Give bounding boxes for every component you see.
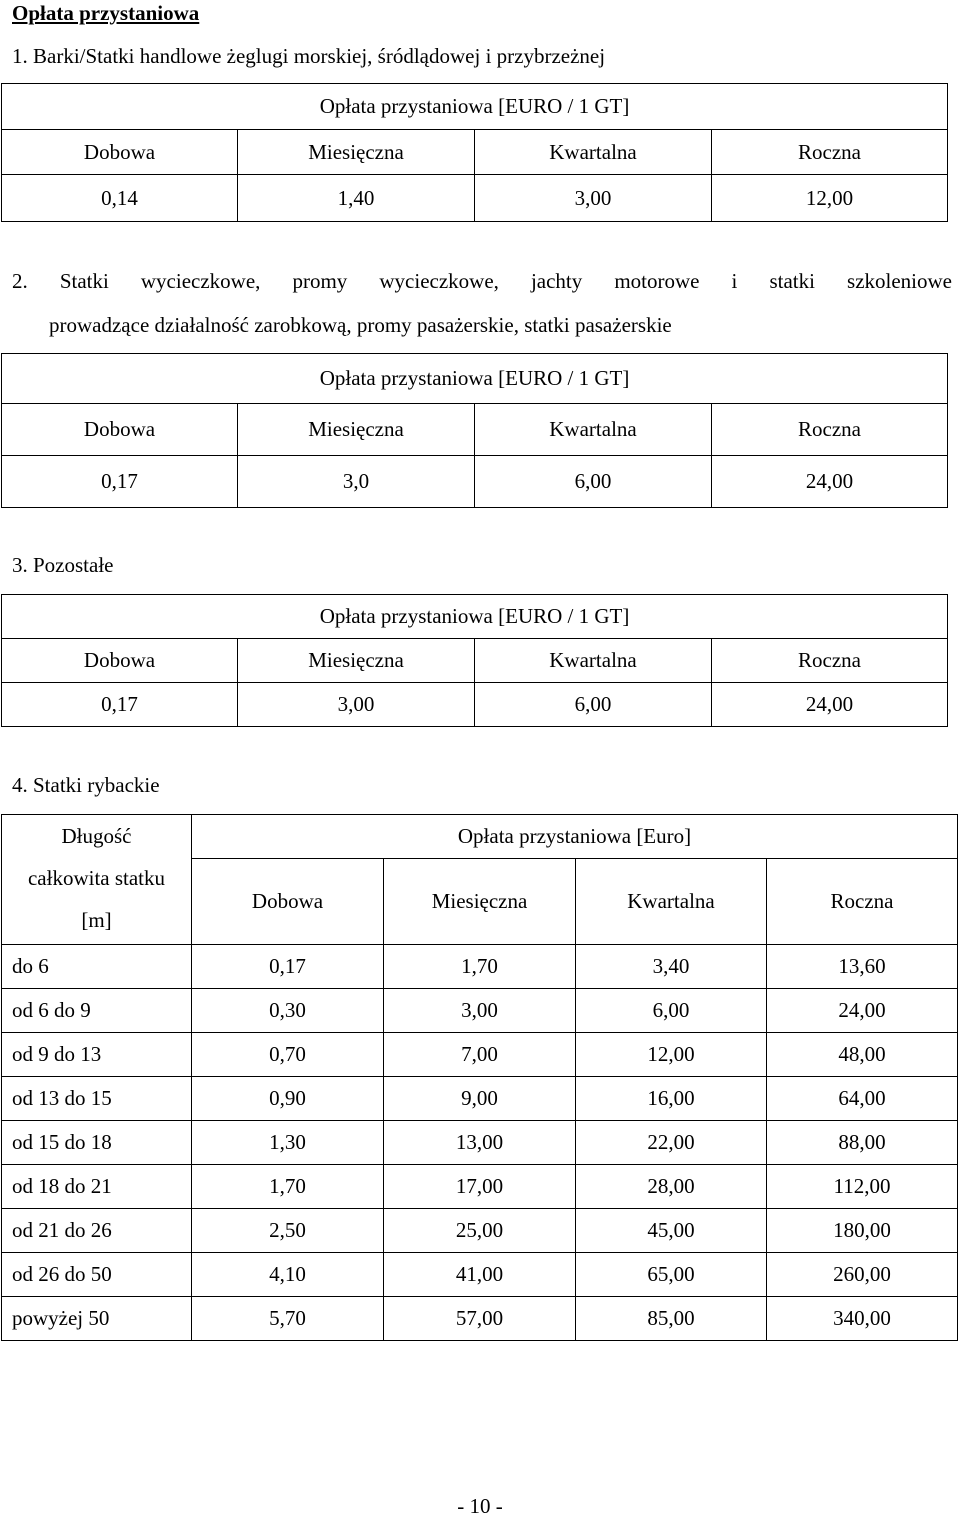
header-cell: Dobowa — [192, 859, 384, 945]
value-cell: 1,40 — [238, 175, 475, 222]
section4-heading: 4. Statki rybackie — [12, 773, 160, 797]
value-cell: 88,00 — [767, 1121, 958, 1165]
table-row — [2, 1209, 958, 1253]
header-cell: Roczna — [712, 130, 948, 175]
value-cell: 1,30 — [192, 1121, 384, 1165]
header-cell: Dobowa — [2, 404, 238, 456]
value-cell: 6,00 — [475, 683, 712, 727]
value-cell: 1,70 — [384, 945, 576, 989]
row-label: od 13 do 15 — [2, 1077, 192, 1121]
value-cell: 3,40 — [576, 945, 767, 989]
section1-fee-table — [1, 83, 948, 222]
header-cell: Dobowa — [2, 639, 238, 683]
section1-heading: 1. Barki/Statki handlowe żeglugi morskiej, śródlądowej i przybrzeżnej — [12, 44, 606, 68]
header-cell: Roczna — [712, 404, 948, 456]
header-cell: Kwartalna — [475, 404, 712, 456]
row-label: do 6 — [2, 945, 192, 989]
header-cell: Kwartalna — [475, 639, 712, 683]
section2-fee-table — [1, 353, 948, 508]
length-header — [2, 815, 192, 945]
value-cell: 45,00 — [576, 1209, 767, 1253]
length-header-line: całkowita statku — [27, 866, 166, 890]
length-header-line: Długość — [61, 824, 132, 848]
section3-fee-table — [1, 594, 948, 727]
row-label: od 6 do 9 — [2, 989, 192, 1033]
row-label: od 26 do 50 — [2, 1253, 192, 1297]
section2-heading-line2: prowadzące działalność zarobkową, promy pasażerskie, statki pasażerskie — [49, 313, 672, 337]
header-cell: Miesięczna — [238, 404, 475, 456]
value-cell: 3,00 — [475, 175, 712, 222]
value-cell: 41,00 — [384, 1253, 576, 1297]
table-caption: Opłata przystaniowa [EURO / 1 GT] — [2, 595, 948, 639]
value-cell: 3,00 — [384, 989, 576, 1033]
value-cell: 25,00 — [384, 1209, 576, 1253]
value-cell: 5,70 — [192, 1297, 384, 1341]
section2-heading-line1: 2. Statki wycieczkowe, promy wycieczkowe, jachty motorowe i statki szkoleniowe — [12, 269, 952, 293]
value-cell: 48,00 — [767, 1033, 958, 1077]
value-cell: 1,70 — [192, 1165, 384, 1209]
header-cell: Miesięczna — [384, 859, 576, 945]
table-row — [2, 1253, 958, 1297]
table-row — [2, 989, 958, 1033]
value-cell: 13,00 — [384, 1121, 576, 1165]
value-cell: 24,00 — [767, 989, 958, 1033]
header-cell: Roczna — [712, 639, 948, 683]
value-cell: 13,60 — [767, 945, 958, 989]
value-cell: 64,00 — [767, 1077, 958, 1121]
value-cell: 85,00 — [576, 1297, 767, 1341]
value-cell: 6,00 — [576, 989, 767, 1033]
value-cell: 260,00 — [767, 1253, 958, 1297]
page-title: Opłata przystaniowa — [12, 1, 200, 25]
value-cell: 0,30 — [192, 989, 384, 1033]
value-cell: 57,00 — [384, 1297, 576, 1341]
row-label: od 9 do 13 — [2, 1033, 192, 1077]
value-cell: 180,00 — [767, 1209, 958, 1253]
value-cell: 112,00 — [767, 1165, 958, 1209]
header-cell: Miesięczna — [238, 639, 475, 683]
value-cell: 0,17 — [192, 945, 384, 989]
table-caption: Opłata przystaniowa [EURO / 1 GT] — [2, 84, 948, 130]
value-cell: 24,00 — [712, 683, 948, 727]
value-cell: 3,0 — [238, 456, 475, 508]
row-label: od 15 do 18 — [2, 1121, 192, 1165]
table-caption: Opłata przystaniowa [Euro] — [192, 815, 958, 859]
table-caption: Opłata przystaniowa [EURO / 1 GT] — [2, 354, 948, 404]
header-cell: Dobowa — [2, 130, 238, 175]
row-label: powyżej 50 — [2, 1297, 192, 1341]
value-cell: 3,00 — [238, 683, 475, 727]
length-header-line: [m] — [81, 908, 112, 932]
table-row — [2, 1033, 958, 1077]
value-cell: 9,00 — [384, 1077, 576, 1121]
header-cell: Miesięczna — [238, 130, 475, 175]
value-cell: 2,50 — [192, 1209, 384, 1253]
value-cell: 24,00 — [712, 456, 948, 508]
value-cell: 0,90 — [192, 1077, 384, 1121]
row-label: od 18 do 21 — [2, 1165, 192, 1209]
header-cell: Kwartalna — [576, 859, 767, 945]
value-cell: 17,00 — [384, 1165, 576, 1209]
value-cell: 16,00 — [576, 1077, 767, 1121]
value-cell: 22,00 — [576, 1121, 767, 1165]
value-cell: 65,00 — [576, 1253, 767, 1297]
value-cell: 0,14 — [2, 175, 238, 222]
header-cell: Roczna — [767, 859, 958, 945]
value-cell: 7,00 — [384, 1033, 576, 1077]
page-number: - 10 - — [457, 1494, 503, 1518]
value-cell: 28,00 — [576, 1165, 767, 1209]
table-row — [2, 945, 958, 989]
section4-fishing-fee-table — [1, 814, 958, 1341]
header-cell: Kwartalna — [475, 130, 712, 175]
value-cell: 0,70 — [192, 1033, 384, 1077]
table-row — [2, 1165, 958, 1209]
table-row — [2, 1077, 958, 1121]
row-label: od 21 do 26 — [2, 1209, 192, 1253]
value-cell: 12,00 — [712, 175, 948, 222]
value-cell: 12,00 — [576, 1033, 767, 1077]
value-cell: 0,17 — [2, 683, 238, 727]
value-cell: 340,00 — [767, 1297, 958, 1341]
section3-heading: 3. Pozostałe — [12, 553, 114, 577]
table-row — [2, 1297, 958, 1341]
table-row — [2, 1121, 958, 1165]
value-cell: 4,10 — [192, 1253, 384, 1297]
value-cell: 6,00 — [475, 456, 712, 508]
value-cell: 0,17 — [2, 456, 238, 508]
